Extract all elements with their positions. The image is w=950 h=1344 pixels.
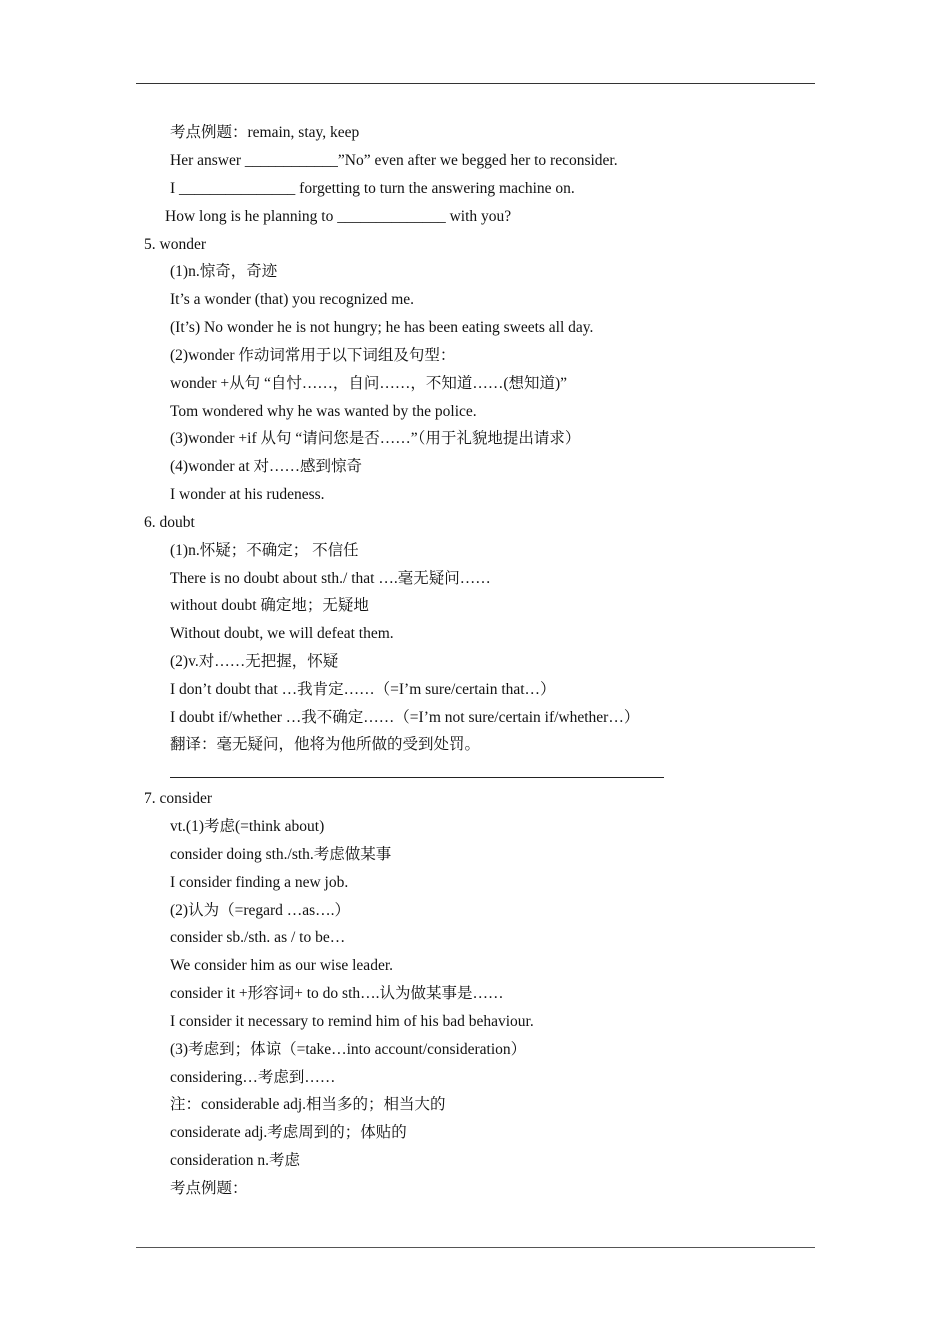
consider-phrase-1: consider doing sth./sth.考虑做某事 [170, 846, 392, 863]
footer-rule [136, 1247, 815, 1248]
wonder-if-usage: (3)wonder +if 从句 “请问您是否……”（用于礼貌地提出请求） [170, 430, 581, 447]
wonder-clause-usage: wonder +从句 “自忖……，自问……，不知道……(想知道)” [170, 375, 568, 392]
consider-phrase-3: consider it +形容词+ to do sth….认为做某事是…… [170, 985, 504, 1002]
consider-def-3: (3)考虑到；体谅（=take…into account/consideration） [170, 1041, 527, 1058]
consider-def-2: (2)认为（=regard …as….） [170, 902, 351, 919]
note-considerate: considerate adj.考虑周到的；体贴的 [170, 1124, 407, 1141]
translation-prompt: 翻译：毫无疑问，他将为他所做的受到处罚。 [170, 736, 481, 753]
doubt-example-1: Without doubt, we will defeat them. [170, 625, 394, 642]
doubt-phrase-4: I doubt if/whether …我不确定……（=I’m not sure/certain if/whether…） [170, 709, 640, 726]
exercise-sentence-2: I _______________ forgetting to turn the answering machine on. [170, 180, 575, 197]
wonder-noun-def: (1)n.惊奇，奇迹 [170, 263, 278, 280]
consider-example-3: I consider it necessary to remind him of his bad behaviour. [170, 1013, 534, 1030]
wonder-verb-def: (2)wonder 作动词常用于以下词组及句型： [170, 347, 456, 364]
section-heading-consider: 7. consider [144, 790, 213, 807]
section-heading-doubt: 6. doubt [144, 514, 195, 531]
doubt-verb-def: (2)v.对……无把握，怀疑 [170, 653, 339, 670]
exercise-sentence-3: How long is he planning to ______________ with you? [165, 208, 512, 225]
consider-phrase-4: considering…考虑到…… [170, 1069, 336, 1086]
doubt-phrase-2: without doubt 确定地；无疑地 [170, 597, 369, 614]
note-considerable: 注：considerable adj.相当多的；相当大的 [170, 1096, 446, 1113]
wonder-example-4: I wonder at his rudeness. [170, 486, 325, 503]
note-consideration: consideration n.考虑 [170, 1152, 301, 1169]
example-heading-remain: 考点例题：remain, stay, keep [170, 124, 360, 141]
consider-def-1: vt.(1)考虑(=think about) [170, 818, 325, 835]
doubt-phrase-1: There is no doubt about sth./ that ….毫无疑问…… [170, 570, 491, 587]
wonder-example-2: (It’s) No wonder he is not hungry; he has been eating sweets all day. [170, 319, 594, 336]
example-heading-consider: 考点例题： [170, 1180, 248, 1197]
consider-phrase-2: consider sb./sth. as / to be… [170, 929, 346, 946]
consider-example-2: We consider him as our wise leader. [170, 957, 394, 974]
doubt-noun-def: (1)n.怀疑；不确定； 不信任 [170, 542, 359, 559]
exercise-sentence-1: Her answer ____________”No” even after we begged her to reconsider. [170, 152, 618, 169]
consider-example-1: I consider finding a new job. [170, 874, 349, 891]
doubt-phrase-3: I don’t doubt that …我肯定……（=I’m sure/certain that…） [170, 681, 556, 698]
wonder-example-3: Tom wondered why he was wanted by the police. [170, 403, 477, 420]
answer-blank-line [170, 777, 664, 778]
section-heading-wonder: 5. wonder [144, 236, 206, 253]
header-rule [136, 83, 815, 84]
wonder-example-1: It’s a wonder (that) you recognized me. [170, 291, 415, 308]
wonder-at-usage: (4)wonder at 对……感到惊奇 [170, 458, 362, 475]
